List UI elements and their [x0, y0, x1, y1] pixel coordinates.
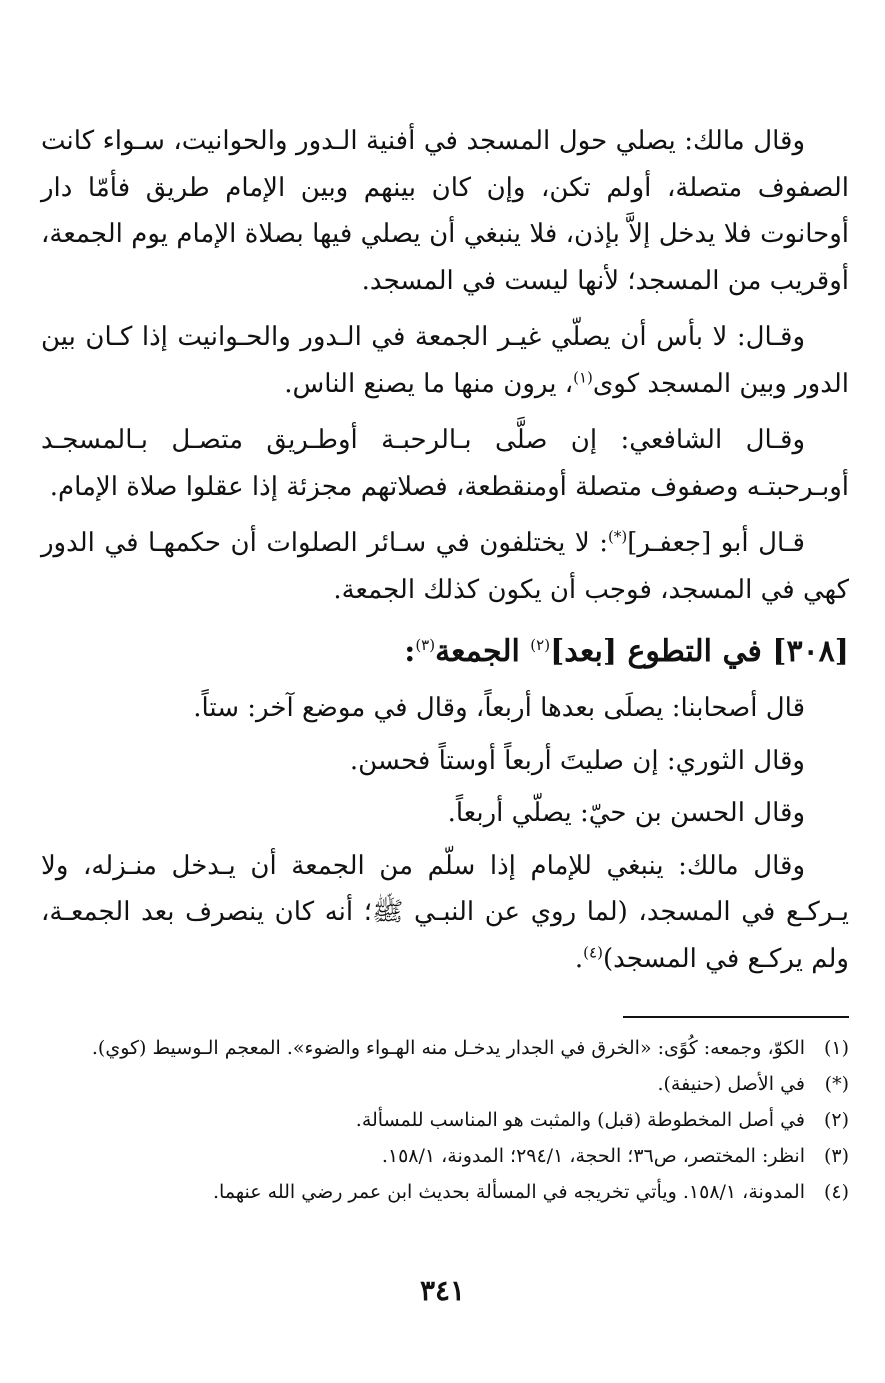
page-number: ٣٤١: [419, 1274, 466, 1307]
footnote-text: المدونة، ١٥٨/١. ويأتي تخريجه في المسألة بحديث ابن عمر رضي الله عنهما.: [212, 1181, 805, 1203]
footnote-text: الكوّ، وجمعه: كُوًى: «الخرق في الجدار يدخـل منه الهـواء والضوء». المعجم الـوسيط (كوي).: [91, 1037, 805, 1059]
paragraph-qala-1: وقـال: لا بأس أن يصلّي غيـر الجمعة في الـدور والحـوانيت إذا كـان بين الدور وبين المسجد كوى$^{(١)}$، يرون منها ما يصنع الناس.: [41, 322, 849, 399]
footnote-1: [41, 1030, 849, 1066]
footnotes: [41, 1030, 849, 1210]
footnote-text: في الأصل (حنيفة).: [657, 1073, 805, 1095]
footnote-number: (٢): [823, 1109, 849, 1131]
footnote-text: في أصل المخطوطة (قبل) والمثبت هو المناسب للمسألة.: [355, 1109, 805, 1131]
section-heading: [٣٠٨] في التطوع [بعد]$^{(٢)}$ الجمعة$^{(٣)}$:: [404, 634, 849, 669]
paragraph-shafii: وقـال الشافعي: إن صلَّى بـالرحبـة أوطـريق متصـل بـالمسجـد أوبـرحبتـه وصفوف متصلة أومنقطعة، فصلاتهم مجزئة إذا عقلوا صلاة الإمام.: [41, 425, 849, 502]
paragraph-malik-1: وقال مالك: يصلي حول المسجد في أفنية الـدور والحوانيت، سـواء كانت الصفوف متصلة، أولم تكن، وإن كان بينهم وبين الإمام طريق فأمّا دار أوحانوت فلا يدخل إلاَّ بإذن، فلا ينبغي أن يصلي فيها بصلاة الإمام يوم الجمعة، أوقريب من المسجد؛ لأنها ليست في المسجد.: [41, 126, 849, 296]
footnote-number: (٤): [823, 1181, 849, 1203]
line-ashabuna: قال أصحابنا: يصلَى بعدها أربعاً، وقال في موضع آخر: ستاً.: [193, 693, 805, 723]
footnote-3: [41, 1138, 849, 1174]
footnote-number: (٣): [823, 1145, 849, 1167]
footnote-ref-1[interactable]: (١): [573, 367, 593, 386]
footnote-ref-star[interactable]: (*): [608, 527, 628, 546]
paragraph-abu-jafar: قـال أبو [جعفـر](*): لا يختلفون في سـائر الصلوات أن حكمهـا في الدور كهي في المسجد، فوجب أن يكون كذلك الجمعة.: [41, 527, 849, 605]
footnote-text: انظر: المختصر، ص٣٦؛ الحجة، ٢٩٤/١؛ المدونة، ١٥٨/١.: [381, 1145, 805, 1167]
footnote-divider: [623, 1016, 849, 1018]
footnote-ref-3[interactable]: (٣): [415, 636, 436, 654]
footnote-star: [41, 1066, 849, 1102]
footnote-4: [41, 1174, 849, 1210]
footnote-number: (*): [824, 1073, 849, 1095]
footnote-2: [41, 1102, 849, 1138]
footnote-ref-2[interactable]: (٢): [530, 636, 551, 654]
line-hasan: وقال الحسن بن حيّ: يصلّي أربعاً.: [447, 798, 805, 828]
footnote-ref-4[interactable]: (٤): [583, 942, 603, 961]
line-thawri: وقال الثوري: إن صليتَ أربعاً أوستاً فحسن.: [349, 745, 805, 776]
main-text: [41, 118, 849, 992]
paragraph-malik-2: وقال مالك: ينبغي للإمام إذا سلّم من الجمعة أن يـدخل منـزله، ولا يـركـع في المسجد، (لما روي عن النبـي ﷺ؛ أنه كان ينصرف بعد الجمعـة، ولم يركـع في المسجد)$^{(٤)}$.: [41, 850, 849, 974]
footnote-number: (١): [823, 1037, 849, 1059]
section-number: [٣٠٨]: [772, 634, 849, 669]
